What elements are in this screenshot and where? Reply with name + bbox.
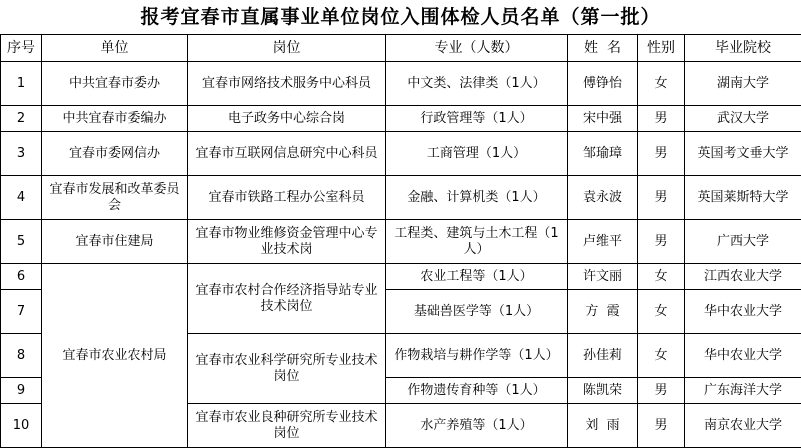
cell-no: 10: [1, 404, 42, 448]
cell-no: 4: [1, 176, 42, 220]
cell-position: 电子政务中心综合岗: [188, 106, 386, 132]
cell-gender: 男: [638, 220, 685, 264]
cell-name: 许文丽: [568, 264, 638, 290]
cell-gender: 男: [638, 378, 685, 404]
cell-gender: 男: [638, 176, 685, 220]
cell-gender: 女: [638, 290, 685, 334]
cell-no: 7: [1, 290, 42, 334]
header-position: 岗位: [188, 35, 386, 62]
cell-no: 3: [1, 132, 42, 176]
cell-position: 宜春市农业科学研究所专业技术岗位: [188, 334, 386, 404]
cell-position: 宜春市铁路工程办公室科员: [188, 176, 386, 220]
cell-major: 中文类、法律类（1人）: [386, 62, 568, 106]
table-row: [1, 132, 801, 176]
cell-major: 工程类、建筑与土木工程（1人）: [386, 220, 568, 264]
cell-name: 袁永波: [568, 176, 638, 220]
header-row: [1, 35, 801, 62]
cell-unit: 宜春市发展和改革委员会: [42, 176, 188, 220]
cell-unit: 宜春市委网信办: [42, 132, 188, 176]
cell-position: 宜春市网络技术服务中心科员: [188, 62, 386, 106]
cell-gender: 女: [638, 334, 685, 378]
cell-unit: 宜春市农业农村局: [42, 264, 188, 448]
table-row: [1, 106, 801, 132]
cell-name: 孙佳莉: [568, 334, 638, 378]
header-name: 姓 名: [568, 35, 638, 62]
cell-name: 邹瑜璋: [568, 132, 638, 176]
cell-school: 华中农业大学: [685, 290, 801, 334]
cell-position: 宜春市农业良种研究所专业技术岗位: [188, 404, 386, 448]
cell-name: 卢维平: [568, 220, 638, 264]
cell-major: 作物遗传育种等（1人）: [386, 378, 568, 404]
cell-major: 作物栽培与耕作学等（1人）: [386, 334, 568, 378]
table-row: [1, 62, 801, 106]
cell-major: 金融、计算机类（1人）: [386, 176, 568, 220]
cell-major: 水产养殖等（1人）: [386, 404, 568, 448]
cell-gender: 男: [638, 106, 685, 132]
cell-major: 行政管理等（1人）: [386, 106, 568, 132]
header-no: 序号: [1, 35, 42, 62]
cell-school: 广西大学: [685, 220, 801, 264]
table-row: [1, 220, 801, 264]
cell-name: 宋中强: [568, 106, 638, 132]
cell-unit: 宜春市住建局: [42, 220, 188, 264]
cell-school: 英国考文垂大学: [685, 132, 801, 176]
cell-gender: 女: [638, 264, 685, 290]
cell-name: 陈凯荣: [568, 378, 638, 404]
cell-name: 刘 雨: [568, 404, 638, 448]
cell-no: 1: [1, 62, 42, 106]
cell-no: 8: [1, 334, 42, 378]
cell-unit: 中共宜春市委编办: [42, 106, 188, 132]
header-unit: 单位: [42, 35, 188, 62]
cell-school: 广东海洋大学: [685, 378, 801, 404]
cell-major: 农业工程等（1人）: [386, 264, 568, 290]
candidate-table: [0, 34, 801, 448]
table-row: [1, 176, 801, 220]
cell-position: 宜春市物业维修资金管理中心专业技术岗: [188, 220, 386, 264]
cell-name: 方 霞: [568, 290, 638, 334]
cell-gender: 男: [638, 132, 685, 176]
cell-school: 英国莱斯特大学: [685, 176, 801, 220]
cell-school: 南京农业大学: [685, 404, 801, 448]
cell-major: 工商管理（1人）: [386, 132, 568, 176]
header-major: 专业（人数）: [386, 35, 568, 62]
cell-no: 5: [1, 220, 42, 264]
cell-school: 江西农业大学: [685, 264, 801, 290]
cell-school: 华中农业大学: [685, 334, 801, 378]
cell-no: 2: [1, 106, 42, 132]
cell-no: 6: [1, 264, 42, 290]
cell-position: 宜春市农村合作经济指导站专业技术岗位: [188, 264, 386, 334]
cell-position: 宜春市互联网信息研究中心科员: [188, 132, 386, 176]
cell-unit: 中共宜春市委办: [42, 62, 188, 106]
header-school: 毕业院校: [685, 35, 801, 62]
cell-gender: 男: [638, 404, 685, 448]
cell-major: 基础兽医学等（1人）: [386, 290, 568, 334]
cell-school: 湖南大学: [685, 62, 801, 106]
cell-name: 傅铮怡: [568, 62, 638, 106]
cell-gender: 女: [638, 62, 685, 106]
cell-school: 武汉大学: [685, 106, 801, 132]
header-gender: 性别: [638, 35, 685, 62]
page-title: 报考宜春市直属事业单位岗位入围体检人员名单（第一批）: [140, 6, 661, 28]
cell-no: 9: [1, 378, 42, 404]
table-row: [1, 264, 801, 290]
